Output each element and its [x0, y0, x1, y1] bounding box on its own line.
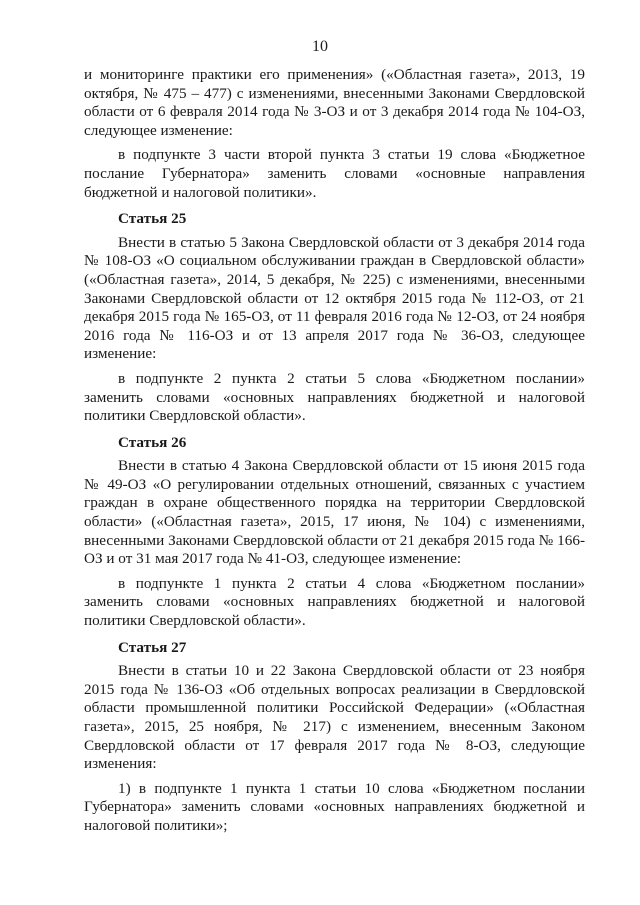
paragraph-intro: и мониторинге практики его применения» («Областная газета», 2013, 19 октября, № 475 – 477) с изменениями, внесенными Законами Свердловской области от 6 февраля 2014 года № 3-ОЗ и от 3 декабря 2014 года № 104-ОЗ, следующее изменение: — [84, 66, 585, 139]
paragraph-article-25: Внести в статью 5 Закона Свердловской области от 3 декабря 2014 года № 108-ОЗ «О социальном обслуживании граждан в Свердловской области» («Областная газета», 2014, 5 декабря, № 225) с изменениями, внесенными Законами Свердловской области от 12 октября 2015 года № 112-ОЗ, от 21 декабря 2015 года № 165-ОЗ, от 11 февраля 2016 года № 12-ОЗ, от 24 ноября 2016 года № 116-ОЗ и от 13 апреля 2017 года № 36-ОЗ, следующее изменение: — [84, 233, 585, 363]
paragraph-amendment: в подпункте 3 части второй пункта 3 статьи 19 слова «Бюджетное послание Губернатора» заменить словами «основные направления бюджетной и налоговой политики». — [84, 146, 585, 201]
paragraph-amendment: 1) в подпункте 1 пункта 1 статьи 10 слова «Бюджетном послании Губернатора» заменить словами «основных направлениях бюджетной и налоговой политики»; — [84, 779, 585, 834]
page-number: 10 — [312, 38, 328, 55]
document-body — [84, 66, 585, 836]
article-heading-26: Статья 26 — [118, 433, 187, 451]
paragraph-amendment: в подпункте 1 пункта 2 статьи 4 слова «Бюджетном послании» заменить словами «основных направлениях бюджетной и налоговой политики Свердловской области». — [84, 574, 585, 630]
paragraph-article-27: Внести в статьи 10 и 22 Закона Свердловской области от 23 ноября 2015 года № 136-ОЗ «Об отдельных вопросах реализации в Свердловской области промышленной политики Российской Федерации» («Областная газета», 2015, 25 ноября, № 217) с изменением, внесенным Законом Свердловской области от 17 февраля 2017 года № 8-ОЗ, следующие изменения: — [84, 662, 585, 773]
article-heading-27: Статья 27 — [118, 638, 187, 656]
paragraph-amendment: в подпункте 2 пункта 2 статьи 5 слова «Бюджетном послании» заменить словами «основных направлениях бюджетной и налоговой политики Свердловской области». — [84, 369, 585, 425]
paragraph-article-26: Внести в статью 4 Закона Свердловской области от 15 июня 2015 года № 49-ОЗ «О регулировании отдельных отношений, связанных с участием граждан в охране общественного порядка на территории Свердловской области» («Областная газета», 2015, 17 июня, № 104) с изменениями, внесенными Законами Свердловской области от 21 декабря 2015 года № 166-ОЗ и от 31 мая 2017 года № 41-ОЗ, следующее изменение: — [84, 457, 585, 568]
article-heading-25: Статья 25 — [118, 210, 187, 228]
